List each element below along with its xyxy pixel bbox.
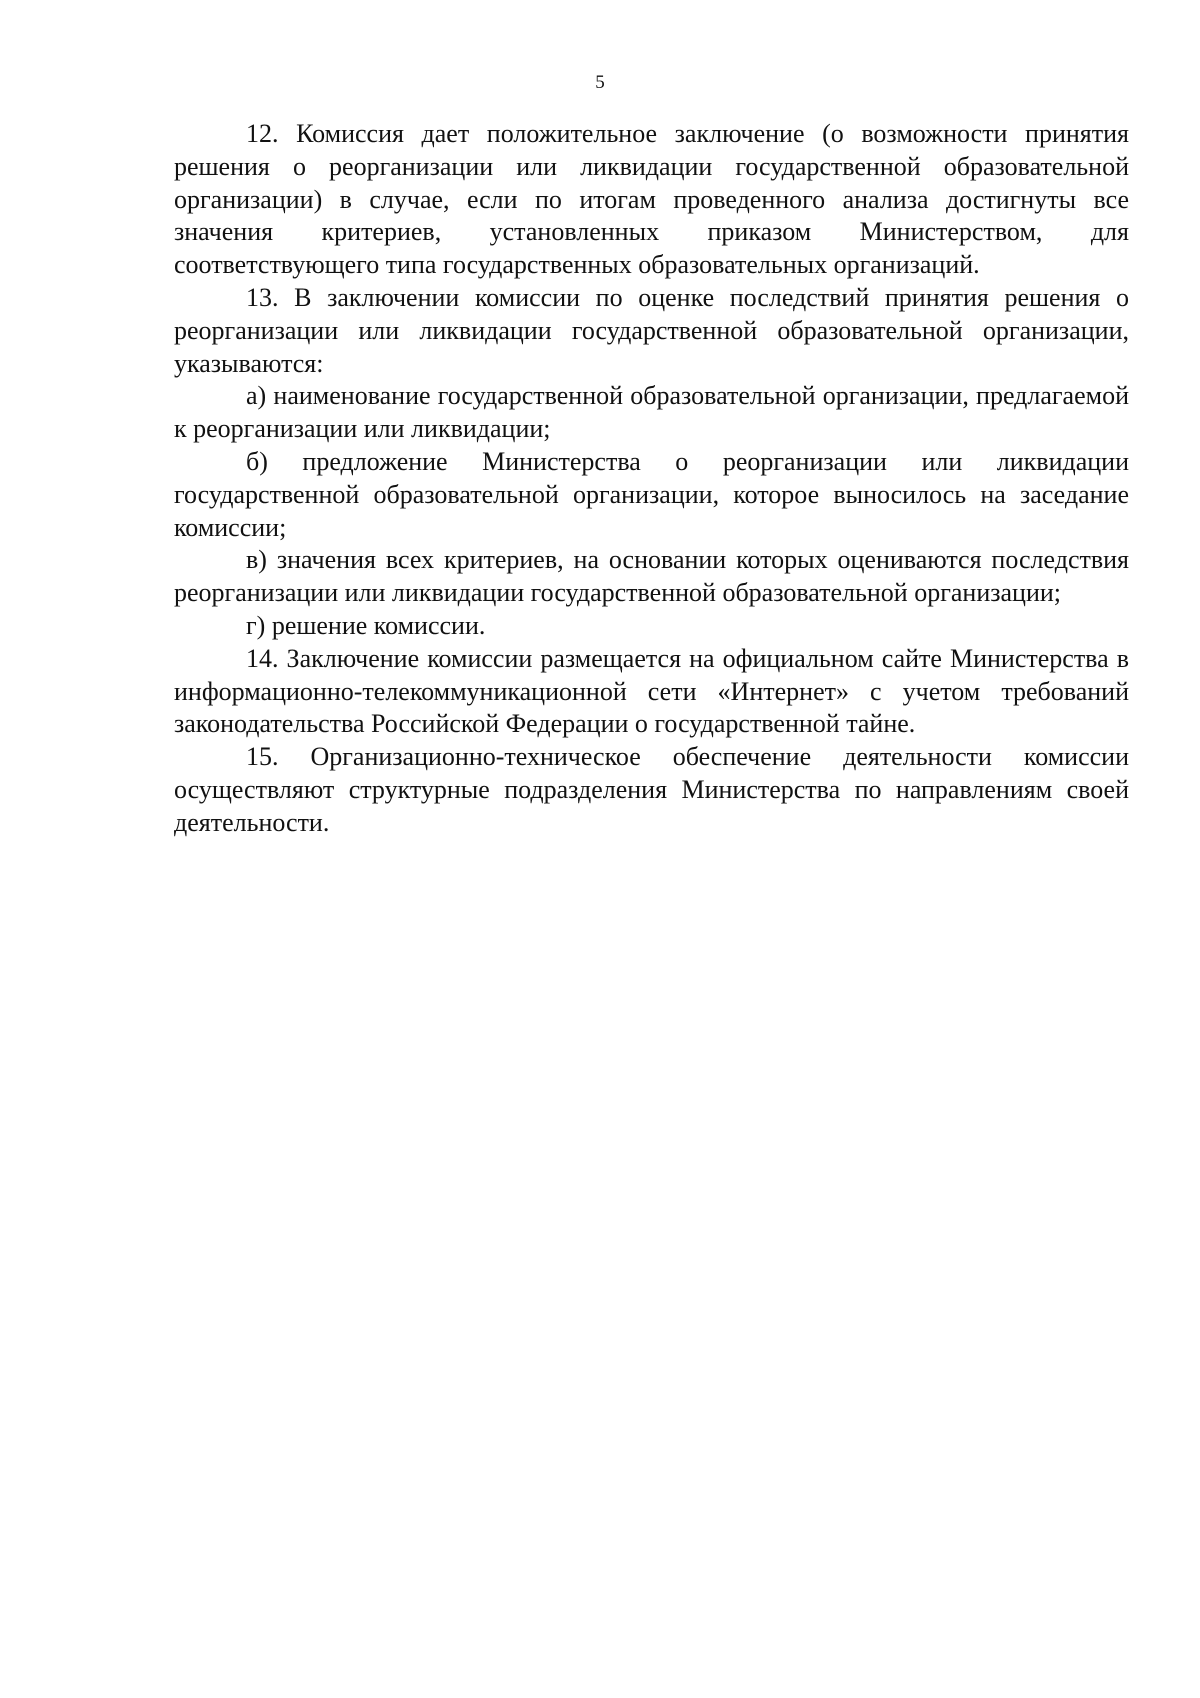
document-body <box>174 118 1129 840</box>
paragraph-13: 13. В заключении комиссии по оценке последствий принятия решения о реорганизации или ликвидации государственной образовательной организации, указываются: <box>174 282 1129 378</box>
paragraph-12: 12. Комиссия дает положительное заключение (о возможности принятия решения о реорганизации или ликвидации государственной образовательной организации) в случае, если по итогам проведенного анализа достигнуты все значения критериев, установленных приказом Министерством, для соответствующего типа государственных образовательных организаций. <box>174 119 1129 280</box>
page-number: 5 <box>595 72 605 93</box>
list-item-v: в) значения всех критериев, на основании которых оцениваются последствия реорганизации или ликвидации государственной образовательной организации; <box>174 545 1129 608</box>
list-item-a: а) наименование государственной образовательной организации, предлагаемой к реорганизации или ликвидации; <box>174 381 1129 444</box>
list-item-g: г) решение комиссии. <box>246 610 486 640</box>
paragraph-15: 15. Организационно-техническое обеспечение деятельности комиссии осуществляют структурные подразделения Министерства по направлениям своей деятельности. <box>174 742 1129 837</box>
list-item-b: б) предложение Министерства о реорганизации или ликвидации государственной образовательной организации, которое выносилось на заседание комиссии; <box>174 446 1129 542</box>
paragraph-14: 14. Заключение комиссии размещается на официальном сайте Министерства в информационно-телекоммуникационной сети «Интернет» с учетом требований законодательства Российской Федерации о государственной тайне. <box>174 643 1129 739</box>
